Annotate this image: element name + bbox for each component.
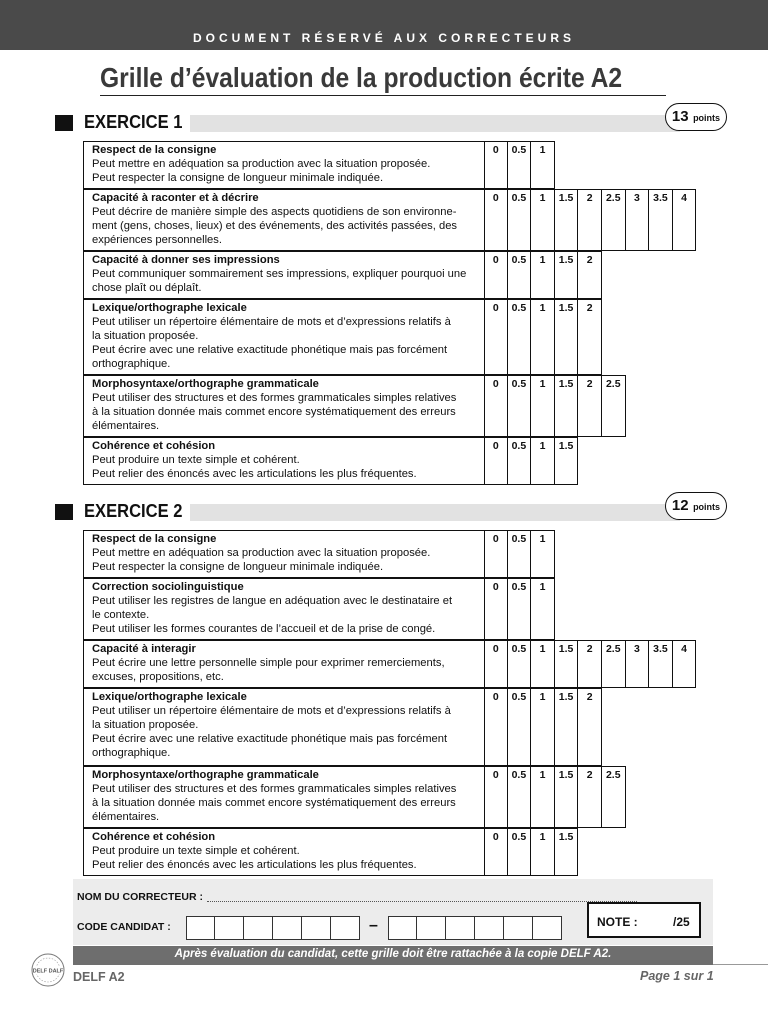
code-box[interactable] bbox=[244, 916, 273, 940]
score-option[interactable]: 2 bbox=[578, 189, 602, 251]
score-option[interactable]: 1 bbox=[531, 688, 555, 766]
score-scale bbox=[484, 189, 696, 251]
header-banner bbox=[0, 0, 768, 50]
criterion-description: Peut décrire de manière simple des aspects quotidiens de son environne- ment (gens, choses, lieux) et des événements, des activités passées, des expériences personnelles. bbox=[92, 206, 458, 246]
score-option[interactable]: 2.5 bbox=[602, 766, 626, 828]
score-option[interactable]: 1 bbox=[531, 640, 555, 688]
score-option[interactable]: 3 bbox=[626, 189, 650, 251]
score-option[interactable]: 0.5 bbox=[508, 578, 532, 640]
exercise-1-points: 13 points bbox=[665, 103, 727, 131]
criterion-title: Lexique/orthographe lexicale bbox=[92, 302, 247, 314]
score-option[interactable]: 0.5 bbox=[508, 640, 532, 688]
score-option[interactable]: 2.5 bbox=[602, 189, 626, 251]
instruction-bar bbox=[73, 946, 713, 965]
score-option[interactable]: 2.5 bbox=[602, 640, 626, 688]
score-scale bbox=[484, 688, 602, 766]
score-option[interactable]: 0 bbox=[484, 437, 508, 485]
code-box[interactable] bbox=[504, 916, 533, 940]
score-option[interactable]: 0 bbox=[484, 530, 508, 578]
criterion-description: Peut communiquer sommairement ses impressions, expliquer pourquoi une chose plaît ou déplaît. bbox=[92, 268, 467, 294]
criterion-title: Cohérence et cohésion bbox=[92, 440, 216, 452]
score-option[interactable]: 2 bbox=[578, 375, 602, 437]
criterion-text bbox=[83, 828, 484, 876]
criterion-title: Lexique/orthographe lexicale bbox=[92, 691, 247, 703]
score-option[interactable]: 2 bbox=[578, 299, 602, 375]
score-option[interactable]: 1 bbox=[531, 299, 555, 375]
criterion-text bbox=[83, 251, 484, 299]
score-option[interactable]: 1.5 bbox=[555, 437, 579, 485]
note-label: NOTE : bbox=[597, 915, 638, 929]
instruction-text: Après évaluation du candidat, cette grille doit être rattachée à la copie DELF A2. bbox=[174, 948, 612, 960]
code-separator: – bbox=[369, 917, 378, 934]
note-total: /25 bbox=[673, 915, 690, 929]
brand-label: DELF A2 bbox=[73, 970, 125, 984]
score-option[interactable]: 1.5 bbox=[555, 189, 579, 251]
exercise-1-header bbox=[0, 108, 768, 137]
candidate-code-boxes-1[interactable] bbox=[186, 916, 360, 940]
score-option[interactable]: 3.5 bbox=[649, 640, 673, 688]
score-option[interactable]: 0 bbox=[484, 828, 508, 876]
score-option[interactable]: 1.5 bbox=[555, 299, 579, 375]
criterion-description: Peut mettre en adéquation sa production avec la situation proposée. Peut respecter la consigne de longueur minimale indiquée. bbox=[92, 158, 431, 184]
section-marker bbox=[55, 504, 73, 520]
criterion-title: Correction sociolinguistique bbox=[92, 581, 244, 593]
score-option[interactable]: 1 bbox=[531, 141, 555, 189]
score-option[interactable]: 1 bbox=[531, 189, 555, 251]
criterion-title: Capacité à interagir bbox=[92, 643, 196, 655]
score-scale bbox=[484, 530, 555, 578]
score-option[interactable]: 2 bbox=[578, 688, 602, 766]
section-band bbox=[190, 115, 680, 132]
criterion-description: Peut produire un texte simple et cohérent. Peut relier des énoncés avec les articulations les plus fréquentes. bbox=[92, 454, 417, 480]
score-option[interactable]: 0.5 bbox=[508, 766, 532, 828]
section-marker bbox=[55, 115, 73, 131]
score-option[interactable]: 1.5 bbox=[555, 251, 579, 299]
score-option[interactable]: 0 bbox=[484, 578, 508, 640]
section-band bbox=[190, 504, 680, 521]
score-option[interactable]: 1.5 bbox=[555, 640, 579, 688]
score-scale bbox=[484, 828, 578, 876]
score-option[interactable]: 1 bbox=[531, 828, 555, 876]
score-option[interactable]: 1 bbox=[531, 251, 555, 299]
criterion-text bbox=[83, 437, 484, 485]
score-option[interactable]: 2 bbox=[578, 640, 602, 688]
score-scale bbox=[484, 299, 602, 375]
criterion-description: Peut utiliser un répertoire élémentaire de mots et d’expressions relatifs à la situation proposée. Peut écrire avec une relative exactitude phonétique mais pas forcément orthographique. bbox=[92, 705, 451, 759]
score-option[interactable]: 1.5 bbox=[555, 688, 579, 766]
code-box[interactable] bbox=[302, 916, 331, 940]
title-underline bbox=[100, 95, 666, 96]
delf-dalf-logo bbox=[30, 952, 66, 988]
score-option[interactable]: 0 bbox=[484, 189, 508, 251]
footer-rule bbox=[713, 964, 768, 965]
banner-text: DOCUMENT RÉSERVÉ AUX CORRECTEURS bbox=[192, 31, 576, 45]
criterion-title: Morphosyntaxe/orthographe grammaticale bbox=[92, 769, 319, 781]
score-option[interactable]: 1 bbox=[531, 766, 555, 828]
criterion-title: Morphosyntaxe/orthographe grammaticale bbox=[92, 378, 319, 390]
criterion-description: Peut utiliser des structures et des formes grammaticales simples relatives à la situation donnée mais commet encore systématiquement des erreurs élémentaires. bbox=[92, 392, 457, 432]
score-scale bbox=[484, 578, 555, 640]
score-option[interactable]: 0.5 bbox=[508, 437, 532, 485]
score-option[interactable]: 1 bbox=[531, 375, 555, 437]
score-option[interactable]: 0.5 bbox=[508, 251, 532, 299]
score-option[interactable]: 0 bbox=[484, 299, 508, 375]
page-title: Grille d’évaluation de la production écrite A2 bbox=[100, 62, 623, 93]
criterion-description: Peut mettre en adéquation sa production avec la situation proposée. Peut respecter la consigne de longueur minimale indiquée. bbox=[92, 547, 431, 573]
criterion-text bbox=[83, 375, 484, 437]
corrector-label: NOM DU CORRECTEUR : bbox=[77, 891, 203, 903]
score-option[interactable]: 0 bbox=[484, 640, 508, 688]
page-number: Page 1 sur 1 bbox=[640, 969, 714, 983]
score-scale bbox=[484, 766, 626, 828]
note-box[interactable] bbox=[587, 902, 701, 938]
criterion-title: Cohérence et cohésion bbox=[92, 831, 216, 843]
svg-text:DELF DALF: DELF DALF bbox=[32, 968, 64, 975]
code-box[interactable] bbox=[186, 916, 215, 940]
score-scale bbox=[484, 141, 555, 189]
code-box[interactable] bbox=[446, 916, 475, 940]
score-option[interactable]: 0.5 bbox=[508, 189, 532, 251]
exercise-1-title: EXERCICE 1 bbox=[84, 112, 183, 132]
code-box[interactable] bbox=[475, 916, 504, 940]
score-scale bbox=[484, 640, 696, 688]
code-box[interactable] bbox=[388, 916, 417, 940]
candidate-code-boxes-2[interactable] bbox=[388, 916, 562, 940]
corrector-name-field[interactable] bbox=[207, 901, 637, 902]
score-option[interactable]: 2 bbox=[578, 251, 602, 299]
score-option[interactable]: 2.5 bbox=[602, 375, 626, 437]
score-option[interactable]: 0 bbox=[484, 375, 508, 437]
code-box[interactable] bbox=[273, 916, 302, 940]
criterion-description: Peut produire un texte simple et cohérent. Peut relier des énoncés avec les articulations les plus fréquentes. bbox=[92, 845, 417, 871]
score-option[interactable]: 0.5 bbox=[508, 530, 532, 578]
score-option[interactable]: 0 bbox=[484, 766, 508, 828]
score-option[interactable]: 0 bbox=[484, 251, 508, 299]
score-option[interactable]: 1.5 bbox=[555, 766, 579, 828]
score-option[interactable]: 1 bbox=[531, 530, 555, 578]
criterion-text bbox=[83, 141, 484, 189]
score-scale bbox=[484, 251, 602, 299]
score-option[interactable]: 4 bbox=[673, 640, 697, 688]
code-box[interactable] bbox=[417, 916, 446, 940]
score-option[interactable]: 0.5 bbox=[508, 375, 532, 437]
candidate-code-label: CODE CANDIDAT : bbox=[77, 921, 171, 933]
score-option[interactable]: 0 bbox=[484, 688, 508, 766]
score-option[interactable]: 1 bbox=[531, 437, 555, 485]
criterion-title: Capacité à raconter et à décrire bbox=[92, 192, 259, 204]
criterion-text bbox=[83, 640, 484, 688]
criterion-text bbox=[83, 578, 484, 640]
score-option[interactable]: 0.5 bbox=[508, 299, 532, 375]
score-scale bbox=[484, 375, 626, 437]
exercise-2-title: EXERCICE 2 bbox=[84, 501, 183, 521]
criterion-title: Respect de la consigne bbox=[92, 533, 217, 545]
criterion-description: Peut utiliser les registres de langue en adéquation avec le destinataire et le contexte. Peut utiliser les formes courantes de l’accueil et de la prise de congé. bbox=[92, 595, 453, 635]
criterion-text bbox=[83, 189, 484, 251]
score-option[interactable]: 2 bbox=[578, 766, 602, 828]
exercise-2-header bbox=[0, 497, 768, 526]
score-option[interactable]: 0.5 bbox=[508, 141, 532, 189]
score-option[interactable]: 0 bbox=[484, 141, 508, 189]
score-option[interactable]: 3.5 bbox=[649, 189, 673, 251]
criterion-text bbox=[83, 688, 484, 766]
criterion-title: Capacité à donner ses impressions bbox=[92, 254, 280, 266]
exercise-2-points: 12 points bbox=[665, 492, 727, 520]
score-option[interactable]: 1.5 bbox=[555, 828, 579, 876]
score-scale bbox=[484, 437, 578, 485]
code-box[interactable] bbox=[331, 916, 360, 940]
score-option[interactable]: 0.5 bbox=[508, 828, 532, 876]
criterion-text bbox=[83, 299, 484, 375]
criterion-title: Respect de la consigne bbox=[92, 144, 217, 156]
criterion-description: Peut écrire une lettre personnelle simple pour exprimer remerciements, excuses, propositions, etc. bbox=[92, 657, 445, 683]
criterion-text bbox=[83, 530, 484, 578]
score-option[interactable]: 1.5 bbox=[555, 375, 579, 437]
code-box[interactable] bbox=[533, 916, 562, 940]
score-option[interactable]: 3 bbox=[626, 640, 650, 688]
score-option[interactable]: 4 bbox=[673, 189, 697, 251]
criterion-description: Peut utiliser un répertoire élémentaire de mots et d’expressions relatifs à la situation proposée. Peut écrire avec une relative exactitude phonétique mais pas forcément orthographique. bbox=[92, 316, 451, 370]
criterion-text bbox=[83, 766, 484, 828]
code-box[interactable] bbox=[215, 916, 244, 940]
score-option[interactable]: 1 bbox=[531, 578, 555, 640]
score-option[interactable]: 0.5 bbox=[508, 688, 532, 766]
criterion-description: Peut utiliser des structures et des formes grammaticales simples relatives à la situation donnée mais commet encore systématiquement des erreurs élémentaires. bbox=[92, 783, 457, 823]
